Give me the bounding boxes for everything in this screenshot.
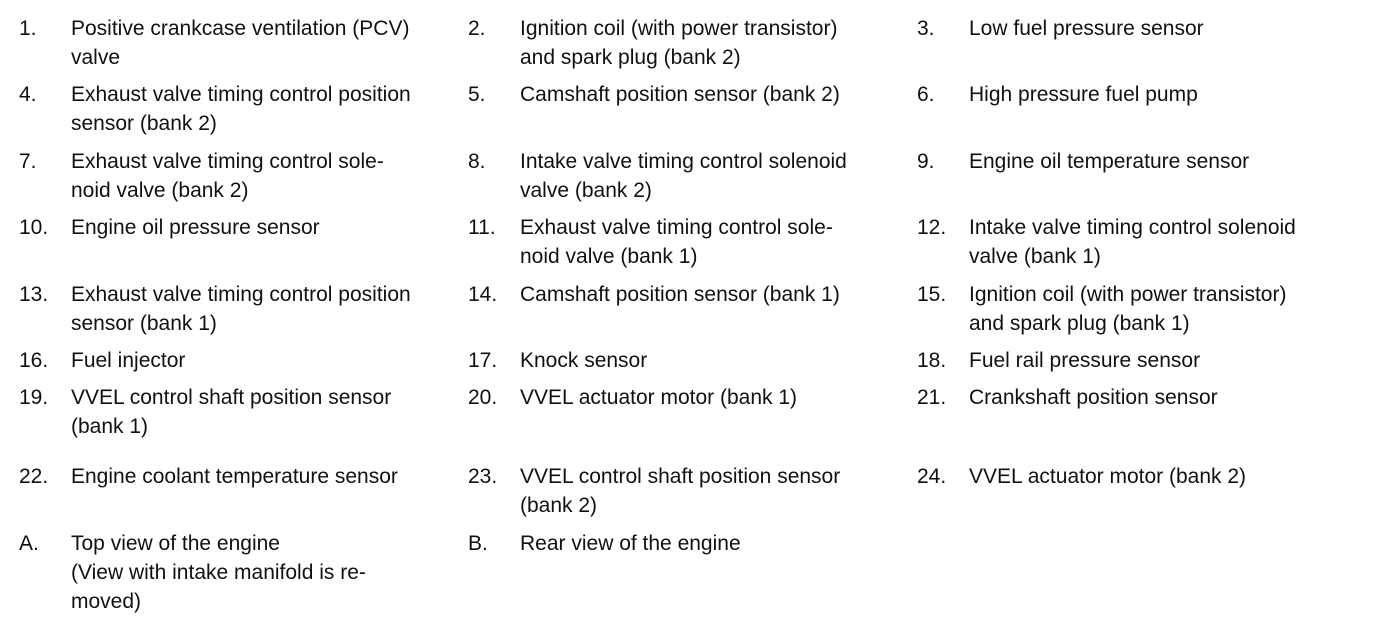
legend-number: 22.	[19, 465, 49, 488]
legend-text: Camshaft position sensor (bank 1)	[520, 283, 840, 306]
legend-number: 16.	[19, 349, 49, 372]
legend-number: 1.	[19, 17, 37, 40]
legend-number: 3.	[917, 17, 935, 40]
legend-text: Intake valve timing control solenoid valve (bank 1)	[969, 216, 1296, 268]
legend-text: VVEL control shaft position sensor (bank 1)	[71, 386, 392, 438]
legend-text: Ignition coil (with power transistor) and spark plug (bank 1)	[969, 283, 1287, 335]
legend-text: Top view of the engine (View with intake manifold is re- moved)	[71, 532, 366, 613]
legend-text: Fuel rail pressure sensor	[969, 349, 1201, 372]
legend-number: 12.	[917, 216, 947, 239]
legend-number: 15.	[917, 283, 947, 306]
legend-number: 19.	[19, 386, 49, 409]
legend-number: 11.	[468, 216, 496, 239]
legend-number: 10.	[19, 216, 49, 239]
legend-number: B.	[468, 532, 488, 555]
legend-number: 7.	[19, 150, 37, 173]
legend-text: High pressure fuel pump	[969, 83, 1198, 106]
legend-text: Knock sensor	[520, 349, 648, 372]
legend-text: Exhaust valve timing control sole- noid valve (bank 1)	[520, 216, 833, 268]
legend-text: Camshaft position sensor (bank 2)	[520, 83, 840, 106]
legend-text: Engine coolant temperature sensor	[71, 465, 398, 488]
legend-text: Fuel injector	[71, 349, 186, 372]
legend-text: Engine oil pressure sensor	[71, 216, 320, 239]
legend-number: 20.	[468, 386, 498, 409]
legend-number: 4.	[19, 83, 37, 106]
legend-number: 13.	[19, 283, 49, 306]
legend-text: Ignition coil (with power transistor) and spark plug (bank 2)	[520, 17, 838, 69]
legend-number: 8.	[468, 150, 486, 173]
legend-number: 21.	[917, 386, 947, 409]
legend-text: Rear view of the engine	[520, 532, 741, 555]
legend-text: Positive crankcase ventilation (PCV) valve	[71, 17, 410, 69]
legend-text: VVEL control shaft position sensor (bank 2)	[520, 465, 841, 517]
legend-text: Crankshaft position sensor	[969, 386, 1218, 409]
legend-text: Exhaust valve timing control position sensor (bank 2)	[71, 83, 411, 135]
legend-number: 5.	[468, 83, 486, 106]
legend-number: 17.	[468, 349, 498, 372]
legend-text: Intake valve timing control solenoid valve (bank 2)	[520, 150, 847, 202]
legend-text: Low fuel pressure sensor	[969, 17, 1204, 40]
legend-text: VVEL actuator motor (bank 2)	[969, 465, 1247, 488]
legend-number: 24.	[917, 465, 947, 488]
legend-number: 9.	[917, 150, 935, 173]
legend-number: 14.	[468, 283, 498, 306]
legend-number: 23.	[468, 465, 498, 488]
legend-text: VVEL actuator motor (bank 1)	[520, 386, 798, 409]
legend-text: Exhaust valve timing control position sensor (bank 1)	[71, 283, 411, 335]
legend-number: A.	[19, 532, 39, 555]
legend-number: 2.	[468, 17, 486, 40]
legend-text: Engine oil temperature sensor	[969, 150, 1250, 173]
legend-number: 18.	[917, 349, 947, 372]
legend-number: 6.	[917, 83, 935, 106]
legend-text: Exhaust valve timing control sole- noid valve (bank 2)	[71, 150, 384, 202]
